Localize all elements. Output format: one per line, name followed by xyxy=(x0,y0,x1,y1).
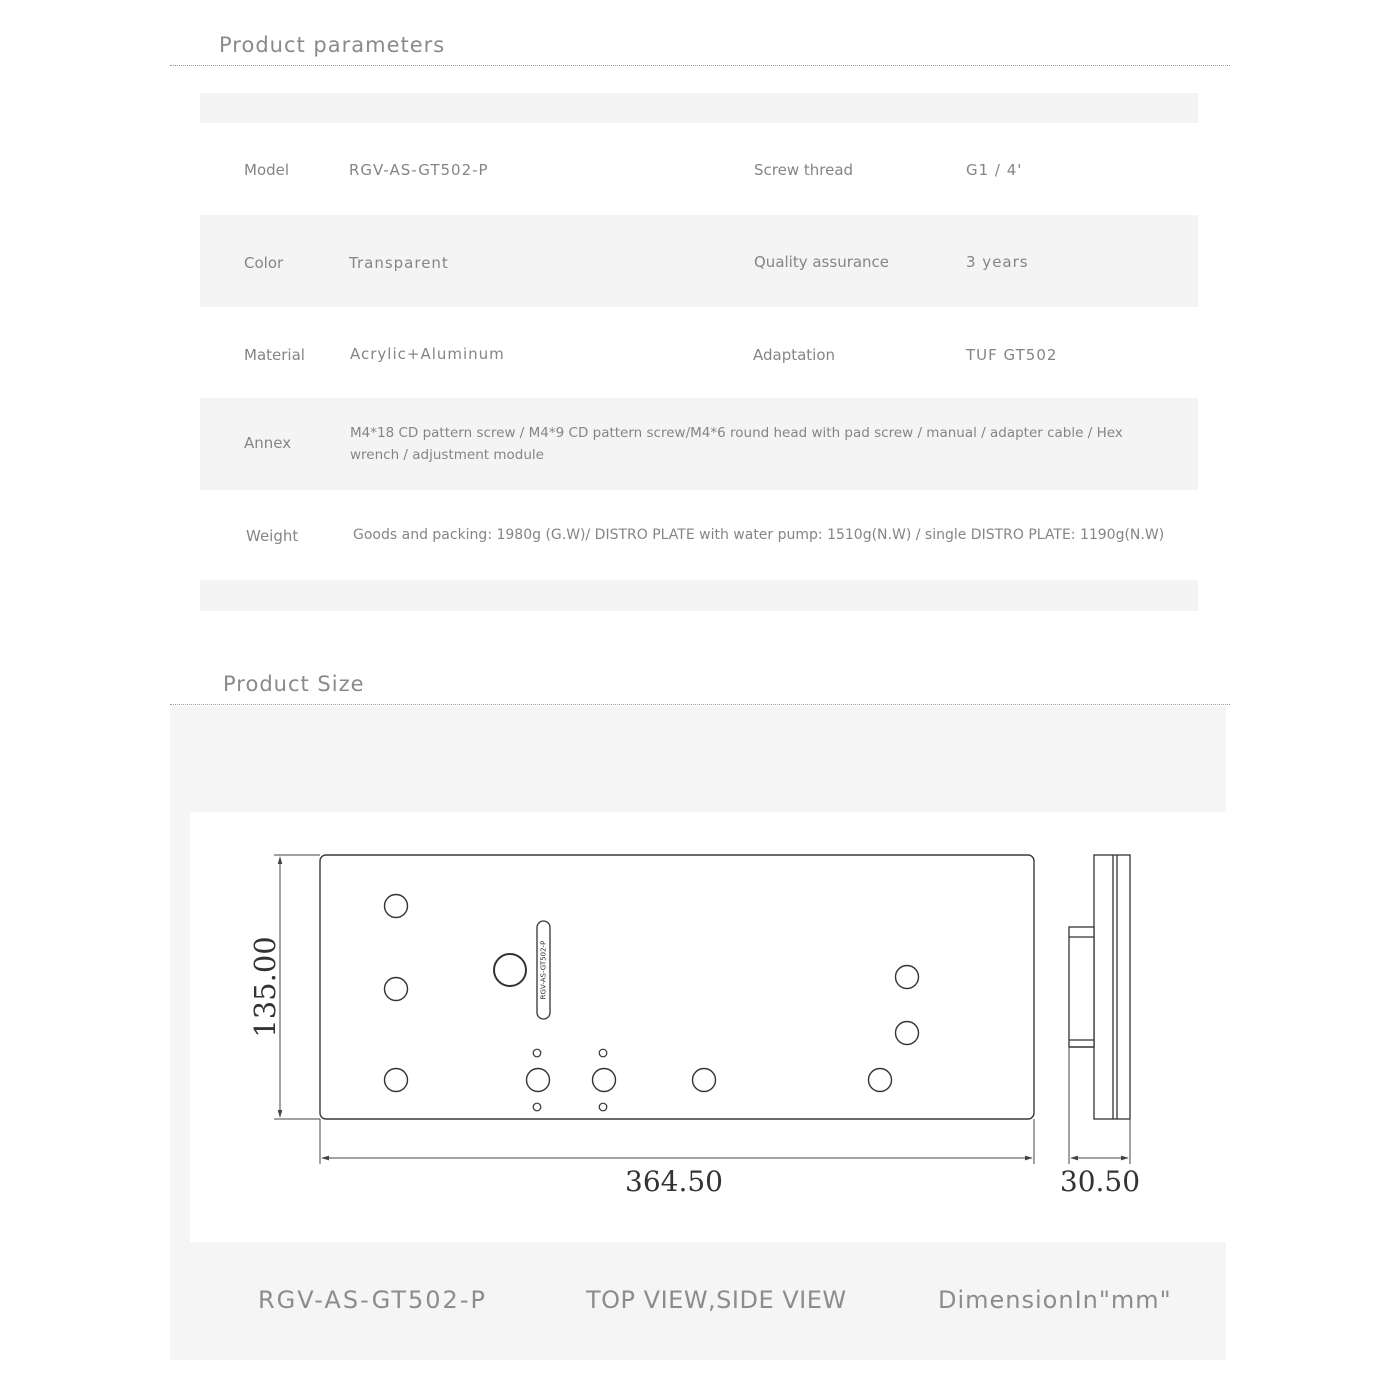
param-value-annex: M4*18 CD pattern screw / M4*9 CD pattern screw/M4*6 round head with pad screw / manual / adapter cable / Hex wrench / adjustment module xyxy=(350,425,1123,463)
param-label-2: Quality assurance xyxy=(754,253,890,271)
param-value-2: G1 / 4' xyxy=(966,161,1023,179)
param-value-2: TUF GT502 xyxy=(966,346,1058,364)
param-value: Acrylic+Aluminum xyxy=(350,345,505,363)
param-label-weight: Weight xyxy=(246,527,299,545)
side-view xyxy=(1069,855,1130,1119)
width-dimension-label: 364.50 xyxy=(625,1165,723,1198)
plate-engraving-text: RGV-AS-GT502-P xyxy=(539,940,548,1000)
param-value: RGV-AS-GT502-P xyxy=(349,161,489,179)
param-label-annex: Annex xyxy=(244,434,292,452)
height-dimension-label: 135.00 xyxy=(248,936,282,1038)
param-value: Transparent xyxy=(349,254,449,272)
param-label-2: Adaptation xyxy=(753,346,836,364)
param-label-2: Screw thread xyxy=(754,161,854,179)
depth-dimension-label: 30.50 xyxy=(1059,1165,1141,1198)
param-label: Color xyxy=(244,254,284,272)
caption-model: RGV-AS-GT502-P xyxy=(258,1286,487,1314)
caption-views: TOP VIEW,SIDE VIEW xyxy=(586,1286,847,1314)
size-title: Product Size xyxy=(223,672,365,696)
param-label: Material xyxy=(244,346,305,364)
param-value-weight: Goods and packing: 1980g (G.W)/ DISTRO PLATE with water pump: 1510g(N.W) / single DISTRO PLATE: 1190g(N.W) xyxy=(353,527,1165,543)
plate-outline xyxy=(320,855,1034,1119)
caption-unit: DimensionIn"mm" xyxy=(938,1286,1172,1314)
param-label: Model xyxy=(244,161,290,179)
parameters-title: Product parameters xyxy=(219,33,446,57)
param-value-2: 3 years xyxy=(966,253,1029,271)
